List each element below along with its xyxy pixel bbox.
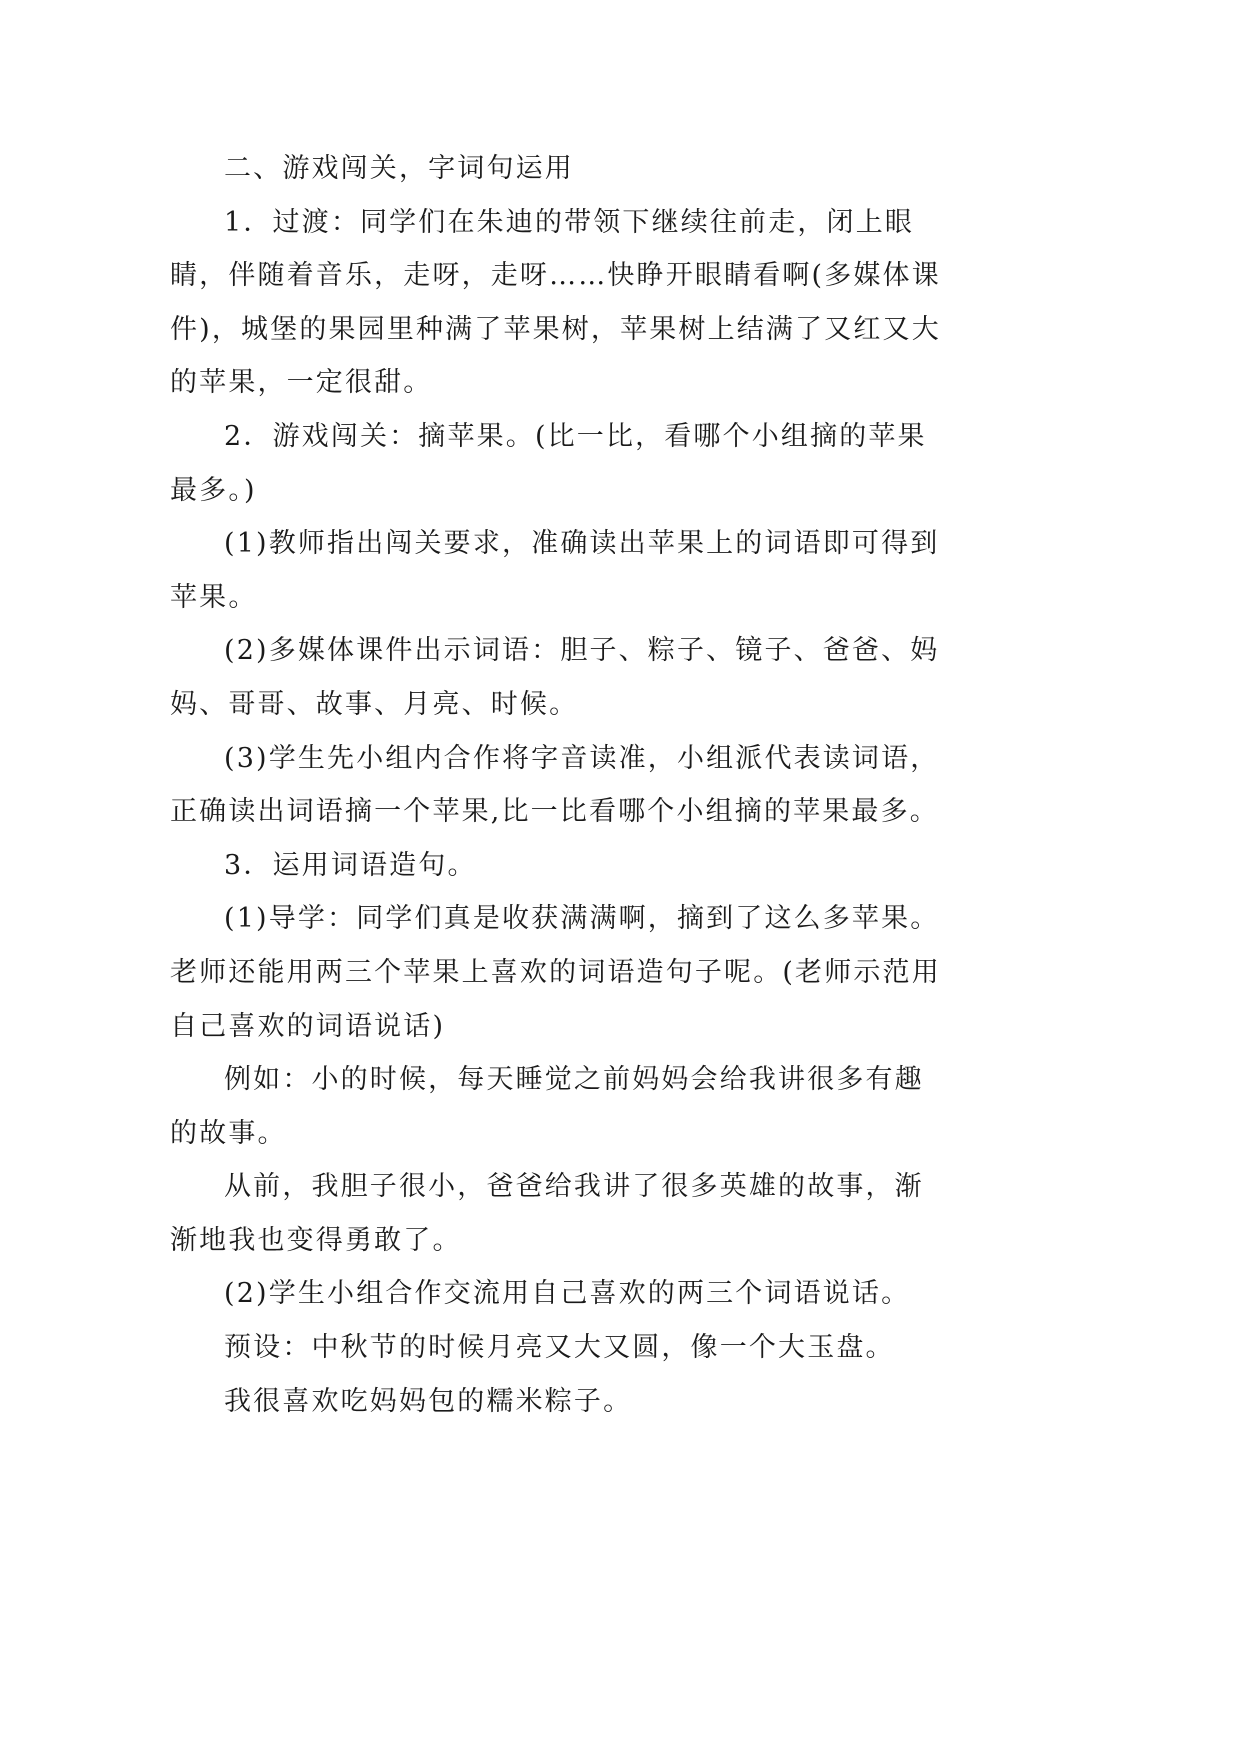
paragraph-example-2: 从前，我胆子很小，爸爸给我讲了很多英雄的故事，渐渐地我也变得勇敢了。 — [170, 1171, 924, 1256]
paragraph-use-words: 3．运用词语造句。 — [224, 849, 477, 881]
document-body — [170, 142, 946, 1428]
paragraph-game-level: 2．游戏闯关：摘苹果。(比一比，看哪个小组摘的苹果最多。) — [170, 420, 927, 506]
paragraph-step-3: (3)学生先小组内合作将字音读准，小组派代表读词语，正确读出词语摘一个苹果,比一比看哪个小组摘的苹果最多。 — [170, 742, 940, 828]
paragraph-preset-2: 我很喜欢吃妈妈包的糯米粽子。 — [224, 1385, 633, 1417]
paragraph-transition: 1．过渡：同学们在朱迪的带领下继续往前走，闭上眼睛，伴随着音乐，走呀，走呀……快睁开眼睛看啊(多媒体课件)，城堡的果园里种满了苹果树，苹果树上结满了又红又大的苹果，一定很甜。 — [170, 206, 941, 399]
paragraph-guide: (1)导学：同学们真是收获满满啊，摘到了这么多苹果。老师还能用两三个苹果上喜欢的词语造句子呢。(老师示范用自己喜欢的词语说话) — [170, 903, 941, 1042]
paragraph-group-talk: (2)学生小组合作交流用自己喜欢的两三个词语说话。 — [224, 1278, 911, 1310]
paragraph-step-1: (1)教师指出闯关要求，准确读出苹果上的词语即可得到苹果。 — [170, 528, 940, 613]
paragraph-preset-1: 预设：中秋节的时候月亮又大又圆，像一个大玉盘。 — [224, 1332, 895, 1364]
paragraph-step-2: (2)多媒体课件出示词语：胆子、粽子、镜子、爸爸、妈妈、哥哥、故事、月亮、时候。 — [170, 635, 940, 720]
section-heading: 二、游戏闯关，字词句运用 — [224, 153, 574, 184]
paragraph-example-1: 例如：小的时候，每天睡觉之前妈妈会给我讲很多有趣的故事。 — [170, 1064, 924, 1149]
